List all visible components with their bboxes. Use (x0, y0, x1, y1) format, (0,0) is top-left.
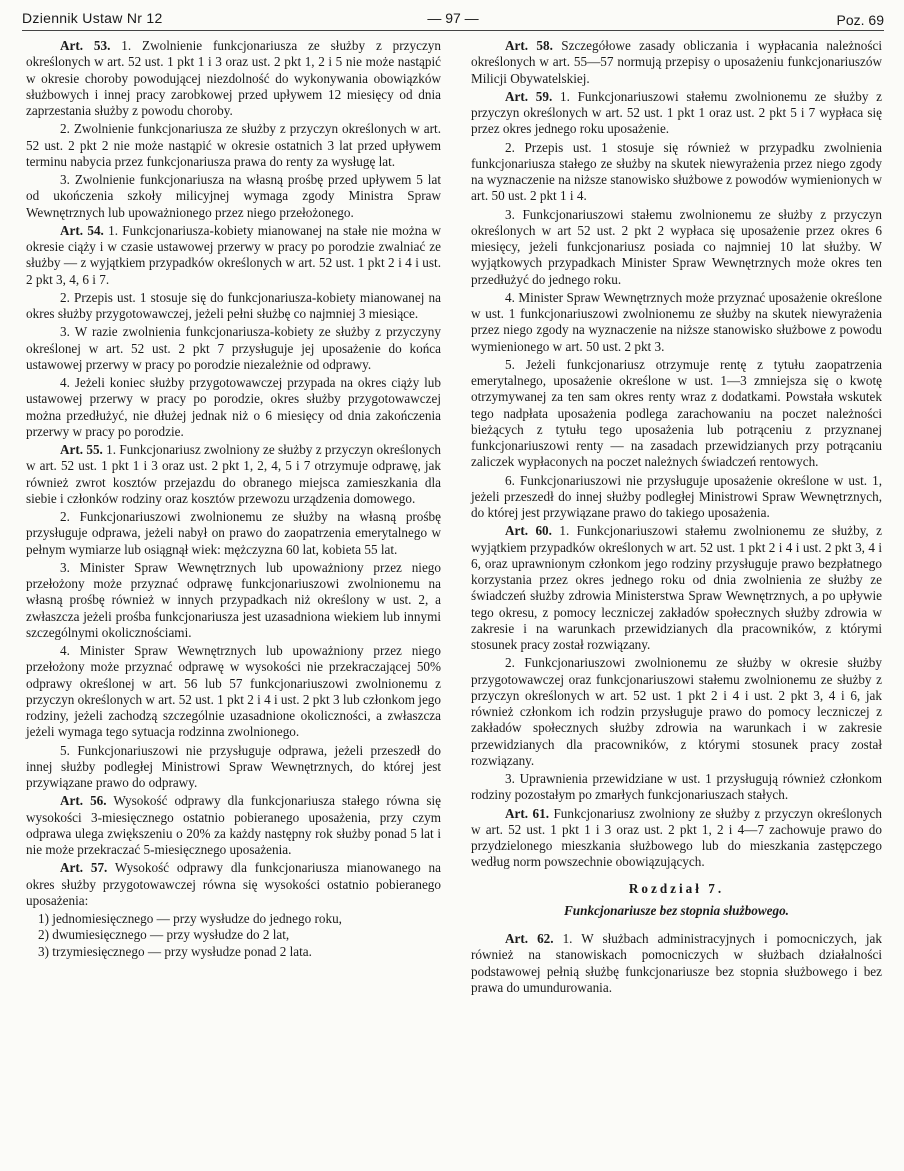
article-number: Art. 57. (60, 860, 108, 876)
article-paragraph (471, 89, 882, 138)
paragraph (26, 172, 441, 221)
paragraph-text: 3. Funkcjonariuszowi stałemu zwolnionemu ze służby z przyczyn określonych w art 52 ust. 2 pkt 2 wypłaca się uposażenie przez okres 6 miesięcy, jeżeli funkcjonariusz posiada co najmniej 10 lat służby. W wyjątkowych przypadkach Minister Spraw Wewnętrznych może okres ten przedłużyć do jednego roku. (471, 206, 882, 287)
journal-title: Dziennik Ustaw Nr 12 (22, 10, 163, 26)
paragraph (471, 771, 882, 804)
article-paragraph (26, 860, 441, 909)
paragraph-text: Szczegółowe zasady obliczania i wypłacania należności określonych w art. 55—57 normują przepisy o uposażeniu funkcjonariuszów Milicji Obywatelskiej. (471, 38, 882, 86)
paragraph-text: Funkcjonariusz zwolniony ze służby z przyczyn określonych w art. 52 ust. 1 pkt 1 i 3 oraz ust. 2 pkt 1, 2 i 4—7 zachowuje prawo do przydzielonego mieszkania służbowego lub do mieszkania zastępczego według norm powszechnie obowiązujących. (471, 805, 882, 870)
article-paragraph (26, 793, 441, 858)
page-number: — 97 — (427, 10, 479, 26)
paragraph (26, 743, 441, 792)
paragraph-text: 1. Funkcjonariuszowi stałemu zwolnionemu ze służby z przyczyn określonych w art. 52 ust. 1 pkt 1 oraz ust. 2 pkt 5 i 7 wypłaca się przez okres jednego roku uposażenie. (471, 88, 882, 137)
paragraph-text: 3. Uprawnienia przewidziane w ust. 1 przysługują również członkom rodziny pozostałym po zmarłych funkcjonariuszach stałych. (471, 771, 882, 803)
paragraph-text: 1. W służbach administracyjnych i pomocniczych, jak również na stanowiskach pomocniczych w służbach działalności podstawowej pełnią służbę funkcjonariusze bez stopnia służbowego i bez prawa do umundurowania. (471, 931, 882, 995)
paragraph-text: 3. Minister Spraw Wewnętrznych lub upoważniony przez niego przełożony może przyznać odprawę funkcjonariuszowi zwolnionemu na własną prośbę również w innych przypadkach niż określony w ust. 2, a zwłaszcza jeżeli prośba funkcjonariusza jest uzasadniona wiekiem lub innymi szczególnymi okolicznościami. (26, 559, 441, 640)
paragraph (26, 375, 441, 440)
article-number: Art. 58. (505, 38, 553, 53)
page-header (22, 8, 884, 30)
article-paragraph (26, 442, 441, 507)
right-column (471, 38, 882, 998)
paragraph-text: 4. Minister Spraw Wewnętrznych może przyznać uposażenie określone w ust. 1 funkcjonariuszowi zwolnionemu ze służby na skutek niewyrażenia przez niego zgody na wyznaczenie na niższe stanowisko służbowe z powodu wymienionego w art. 50 ust. 2 pkt 3. (471, 289, 882, 354)
position-number: Poz. 69 (836, 12, 884, 28)
paragraph (471, 140, 882, 205)
article-number: Art. 60. (505, 523, 552, 539)
paragraph (471, 655, 882, 769)
article-number: Art. 61. (505, 805, 550, 821)
paragraph (26, 121, 441, 170)
paragraph-text: 3. W razie zwolnienia funkcjonariusza-kobiety ze służby z przyczyny określonej w art. 52 ust. 2 pkt 7 przysługuje jej uposażenie do końca ustawowej przerwy w pracy po porodzie niezależnie od odprawy. (26, 324, 441, 372)
header-rule (22, 30, 884, 31)
article-number: Art. 55. (60, 442, 103, 457)
paragraph-text: 1. Funkcjonariusza-kobiety mianowanej na stałe nie można w okresie ciąży i w czasie ustawowej przerwy w pracy po porodzie zwalniać ze służby — z wyjątkiem przypadków określonych w art. 52 ust. 1 pkt 2 i 4 i ust. 2 pkt 3, 4, 6 i 7. (26, 222, 441, 287)
paragraph (26, 560, 441, 641)
paragraph-text: 2. Przepis ust. 1 stosuje się do funkcjonariusza-kobiety mianowanej na okres służby przygotowawczej, jeżeli pełni służbę co najmniej 3 miesiące. (26, 289, 441, 321)
article-number: Art. 59. (505, 88, 553, 104)
article-number: Art. 53. (60, 38, 111, 53)
paragraph (471, 290, 882, 355)
left-column (26, 38, 441, 960)
article-paragraph (471, 806, 882, 871)
paragraph (471, 473, 882, 522)
paragraph-text: 2. Funkcjonariuszowi zwolnionemu ze służby w okresie służby przygotowawczej oraz funkcjonariuszowi stałemu zwolnionemu ze służby z przyczyn określonych w art. 52 ust. 1 pkt 2 i 4 i ust. 2 pkt 3, 4 i 6, jak również członkom ich rodzin przysługuje prawo do pomocy leczniczej z zakładów społecznych służby zdrowia na warunkach i w zakresie przewidzianych dla pracowników, z którymi stosunek pracy został rozwiązany. (471, 655, 882, 768)
paragraph-text: 5. Funkcjonariuszowi nie przysługuje odprawa, jeżeli przeszedł do innej służby podległej Ministrowi Spraw Wewnętrznych, do której jest przywiązane prawo do odprawy. (26, 742, 441, 790)
chapter-title: Funkcjonariusze bez stopnia służbowego. (564, 902, 789, 918)
paragraph-text: 4. Minister Spraw Wewnętrznych lub upoważniony przez niego przełożony może przyznać odprawę w wysokości nie przekraczającej 50% odprawy określonej w art. 56 lub 57 funkcjonariuszowi zwolnionemu z przyczyn określonych w art. 52 ust. 1 pkt 2 i 4 i ust. 2 pkt 3 lub członkom jego rodziny, jeżeli zachodzą szczególnie uzasadnione okoliczności, a zwłaszcza jeżeli wymaga tego sytuacja rodzinna zwolnionego. (26, 643, 441, 740)
article-number: Art. 56. (60, 793, 107, 809)
article-number: Art. 54. (60, 222, 104, 238)
article-number: Art. 62. (505, 931, 554, 946)
list-item: 3) trzymiesięcznego — przy wysłudze ponad 2 lata. (38, 943, 312, 959)
paragraph (26, 643, 441, 741)
paragraph-text: 2. Zwolnienie funkcjonariusza ze służby z przyczyn określonych w art. 52 ust. 2 pkt 2 nie może nastąpić w okresie ostatnich 3 lat przed upływem terminu nabycia przez funkcjonariusza prawa do renty za wysługę lat. (26, 121, 441, 169)
paragraph (26, 290, 441, 323)
paragraph-text: 1. Funkcjonariuszowi stałemu zwolnionemu ze służby, z wyjątkiem przypadków określonych w art. 52 ust. 1 pkt 2 i 4 i ust. 2 pkt 3, 4 i 6, oraz uprawnionym członkom jego rodziny przysługuje prawo bezpłatnego korzystania przez okres jednego roku od dnia zwolnienia ze służby ze świadczeń służby zdrowia Ministerstwa Spraw Wewnętrznych, a po upływie tego okresu, z pomocy leczniczej zakładów społecznych służby zdrowia w zakresie i na warunkach przewidzianych dla pracowników, z którymi stosunek pracy został rozwiązany. (471, 523, 882, 652)
list-item: 1) jednomiesięcznego — przy wysłudze do jednego roku, (38, 911, 342, 926)
paragraph (26, 509, 441, 558)
chapter-heading: Rozdział 7. (628, 880, 725, 896)
article-paragraph (471, 38, 882, 87)
paragraph-text: 1. Funkcjonariusz zwolniony ze służby z przyczyn określonych w art. 52 ust. 1 pkt 1 i 3 oraz ust. 2 pkt 1, 2, 4, 5 i 7 otrzymuje odprawę, jak również zwrot kosztów przejazdu do obranego miejsca zamieszkania dla siebie i członków rodziny oraz kosztów przewozu urządzenia domowego. (26, 442, 441, 506)
paragraph-text: 6. Funkcjonariuszowi nie przysługuje uposażenie określone w ust. 1, jeżeli przeszedł do innej służby podległej Ministrowi Spraw Wewnętrznych, do której jest przywiązane prawo do takiego uposażenia. (471, 472, 882, 520)
paragraph (471, 357, 882, 471)
paragraph-text: 2. Przepis ust. 1 stosuje się również w przypadku zwolnienia funkcjonariusza stałego ze służby na skutek niewyrażenia przez niego zgody na wyznaczenie na niższe stanowisko służbowe z powodów wymienionych w art. 50 ust. 2 pkt 1 i 4. (471, 139, 882, 204)
article-paragraph (471, 523, 882, 653)
article-paragraph (26, 223, 441, 288)
paragraph (471, 207, 882, 288)
paragraph-text: 4. Jeżeli koniec służby przygotowawczej przypada na okres ciąży lub ustawowej przerwy w pracy po porodzie, okres służby przygotowawczej można przedłużyć, nie dłużej jednak niż o 6 miesięcy od dnia zakończenia przerwy w pracy po porodzie. (26, 375, 441, 439)
paragraph-text: 1. Zwolnienie funkcjonariusza ze służby z przyczyn określonych w art. 52 ust. 1 pkt 1 i 3 oraz ust. 2 pkt 1, 2 i 5 nie może nastąpić w okresie choroby powodującej niezdolność do wykonywania obowiązków służbowych i innej pracy zarobkowej przed upływem 12 miesięcy od dnia zaprzestania służby z powodu choroby. (26, 38, 441, 118)
paragraph-text: 3. Zwolnienie funkcjonariusza na własną prośbę przed upływem 5 lat od ukończenia szkoły milicyjnej wymaga zgody Ministra Spraw Wewnętrznych lub upoważnionego przez niego przełożonego. (26, 172, 441, 220)
article-paragraph (26, 38, 441, 119)
paragraph (26, 324, 441, 373)
paragraph-text: 2. Funkcjonariuszowi zwolnionemu ze służby na własną prośbę przysługuje odprawa, jeżeli nabył on prawo do zaopatrzenia emerytalnego w pełnym wymiarze lub osiągnął wiek: mężczyzna 60 lat, kobieta 55 lat. (26, 509, 441, 557)
paragraph-text: Wysokość odprawy dla funkcjonariusza stałego równa się wysokości 3-miesięcznego ostatnio pobieranego uposażenia, przy czym odprawa ulega zwiększeniu o 20% za każdy następny rok służby ponad 5 lat i nie może przekraczać 5-miesięcznego uposażenia. (26, 793, 441, 857)
paragraph-text: 5. Jeżeli funkcjonariusz otrzymuje rentę z tytułu zaopatrzenia emerytalnego, uposażenie określone w ust. 1—3 zmniejsza się o kwotę otrzymywanej za ten sam okres renty wraz z dodatkami. Powstała wskutek tego nadpłata uposażenia podlega zarachowaniu na poczet należności bieżących z tytułu tego uposażenia lub potrąceniu z przyznanej funkcjonariuszowi renty — na zasadach przewidzianych przy potrącaniu zaliczek wypłaconych na poczet należnych świadczeń rentowych. (471, 356, 882, 470)
article-paragraph (471, 931, 882, 996)
list-item: 2) dwumiesięcznego — przy wysłudze do 2 lat, (38, 927, 290, 943)
paragraph-text: Wysokość odprawy dla funkcjonariusza mianowanego na okres służby przygotowawczej równa się wysokości ostatnio pobieranego uposażenia: (26, 860, 441, 908)
